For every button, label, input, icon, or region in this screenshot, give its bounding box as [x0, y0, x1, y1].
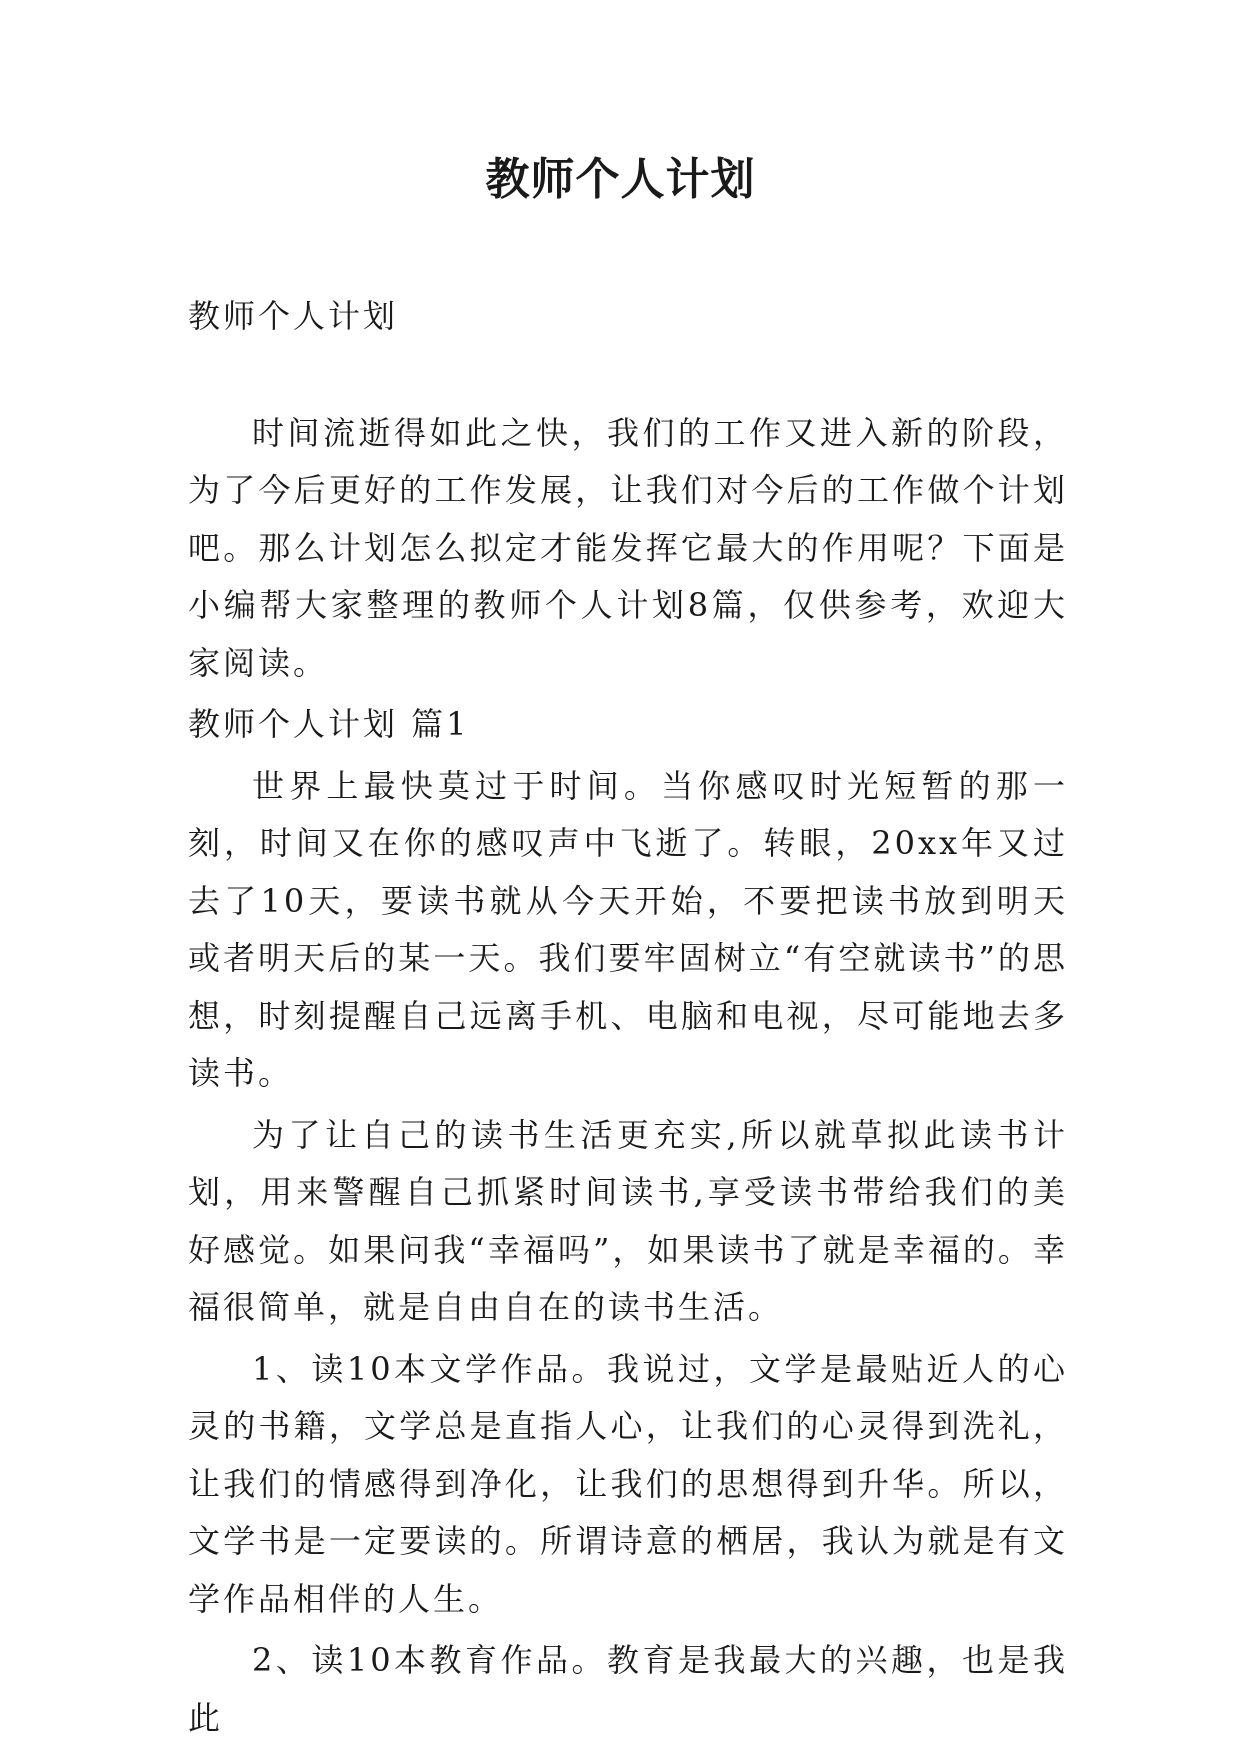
document-body: [188, 288, 1068, 1751]
body-paragraph: 2、读10本教育作品。教育是我最大的兴趣，也是我此: [188, 1641, 1068, 1737]
section-heading: 教师个人计划 篇1: [188, 705, 470, 743]
intro-paragraph: 时间流逝得如此之快，我们的工作又进入新的阶段，为了今后更好的工作发展，让我们对今后的工作做个计划吧。那么计划怎么拟定才能发挥它最大的作用呢？下面是小编帮大家整理的教师个人计划8篇，仅供参考，欢迎大家阅读。: [188, 413, 1068, 682]
body-paragraph: 世界上最快莫过于时间。当你感叹时光短暂的那一刻，时间又在你的感叹声中飞逝了。转眼，20xx年又过去了10天，要读书就从今天开始，不要把读书放到明天或者明天后的某一天。我们要牢固树立“有空就读书”的思想，时刻提醒自己远离手机、电脑和电视，尽可能地去多读书。: [188, 766, 1068, 1092]
document-title: 教师个人计划: [485, 154, 756, 205]
body-paragraph: 1、读10本文学作品。我说过，文学是最贴近人的心灵的书籍，文学总是直指人心，让我们的心灵得到洗礼，让我们的情感得到净化，让我们的思想得到升华。所以，文学书是一定要读的。所谓诗意的栖居，我认为就是有文学作品相伴的人生。: [188, 1349, 1068, 1618]
body-paragraph: 为了让自己的读书生活更充实,所以就草拟此读书计划，用来警醒自己抓紧时间读书,享受读书带给我们的美好感觉。如果问我“幸福吗”，如果读书了就是幸福的。幸福很简单，就是自由自在的读书生活。: [188, 1115, 1068, 1326]
document-subtitle: 教师个人计划: [188, 297, 399, 335]
